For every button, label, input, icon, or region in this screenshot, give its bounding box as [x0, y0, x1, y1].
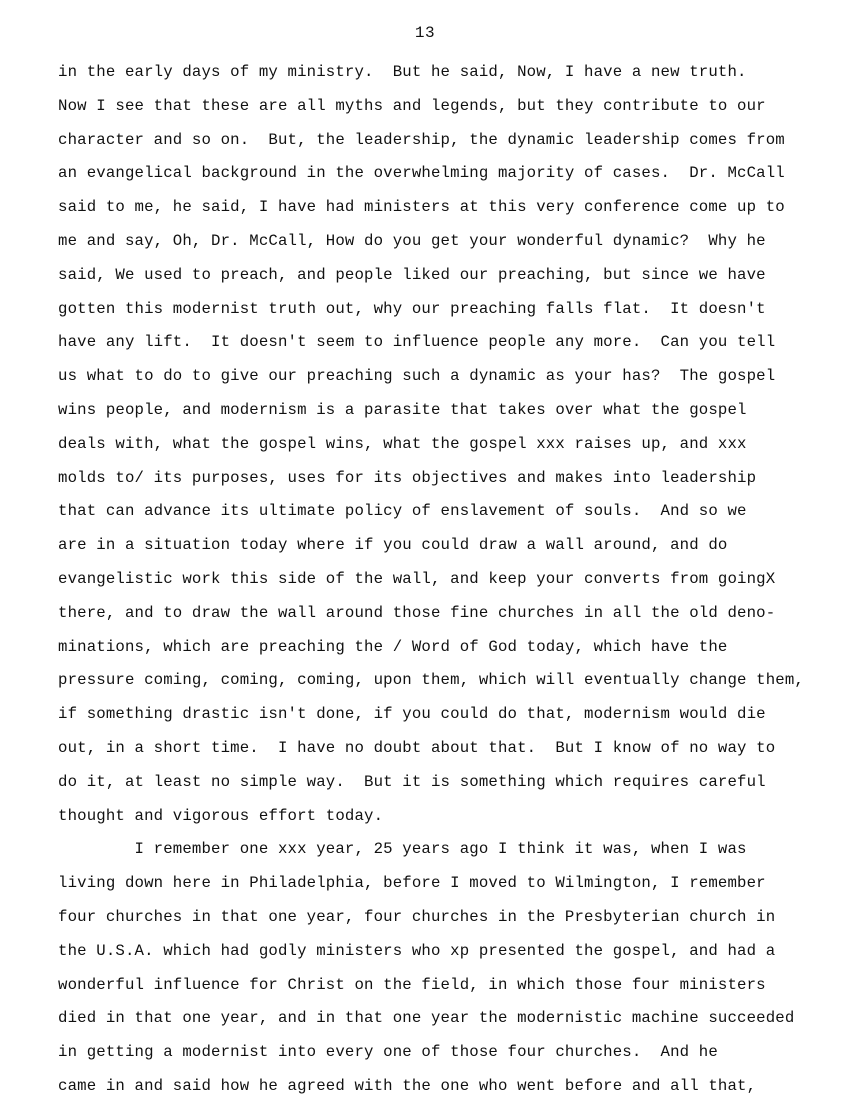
text-line: in getting a modernist into every one of those four churches. And he [58, 1043, 718, 1062]
text-line: thought and vigorous effort today. [58, 806, 384, 825]
text-line: died in that one year, and in that one year the modernistic machine succeeded [58, 1009, 795, 1028]
text-line: came in and said how he agreed with the one who went before and all that, [58, 1076, 757, 1095]
body-text [58, 56, 848, 1104]
text-line: wonderful influence for Christ on the field, in which those four ministers [58, 975, 766, 994]
text-line: character and so on. But, the leadership, the dynamic leadership comes from [58, 130, 785, 149]
text-line: pressure coming, coming, coming, upon them, which will eventually change them, [58, 671, 804, 690]
text-line: Now I see that these are all myths and legends, but they contribute to our [58, 96, 766, 115]
text-line: living down here in Philadelphia, before I moved to Wilmington, I remember [58, 874, 766, 893]
text-line: four churches in that one year, four churches in the Presbyterian church in [58, 907, 776, 926]
paragraph-2 [58, 833, 848, 1103]
text-line: said, We used to preach, and people liked our preaching, but since we have [58, 265, 766, 284]
text-line: deals with, what the gospel wins, what the gospel xxx raises up, and xxx [58, 434, 747, 453]
text-line: gotten this modernist truth out, why our preaching falls flat. It doesn't [58, 299, 766, 318]
text-line: are in a situation today where if you could draw a wall around, and do [58, 536, 728, 555]
text-line: wins people, and modernism is a parasite that takes over what the gospel [58, 400, 747, 419]
text-line: do it, at least no simple way. But it is something which requires careful [58, 772, 766, 791]
text-line: evangelistic work this side of the wall, and keep your converts from goingX [58, 569, 776, 588]
paragraph-1 [58, 56, 848, 833]
text-line: I remember one xxx year, 25 years ago I think it was, when I was [58, 840, 747, 859]
text-line: if something drastic isn't done, if you could do that, modernism would die [58, 705, 766, 724]
text-line: out, in a short time. I have no doubt about that. But I know of no way to [58, 738, 776, 757]
text-line: have any lift. It doesn't seem to influence people any more. Can you tell [58, 333, 776, 352]
text-line: there, and to draw the wall around those fine churches in all the old deno- [58, 603, 776, 622]
text-line: me and say, Oh, Dr. McCall, How do you get your wonderful dynamic? Why he [58, 231, 766, 250]
text-line: molds to/ its purposes, uses for its objectives and makes into leadership [58, 468, 757, 487]
text-line: said to me, he said, I have had ministers at this very conference come up to [58, 198, 785, 217]
text-line: the U.S.A. which had godly ministers who xp presented the gospel, and had a [58, 941, 776, 960]
text-line: us what to do to give our preaching such a dynamic as your has? The gospel [58, 367, 776, 386]
text-line: an evangelical background in the overwhelming majority of cases. Dr. McCall [58, 164, 785, 183]
page-number: 13 [414, 24, 436, 42]
text-line: minations, which are preaching the / Word of God today, which have the [58, 637, 728, 656]
text-line: in the early days of my ministry. But he said, Now, I have a new truth. [58, 63, 747, 81]
text-line: that can advance its ultimate policy of enslavement of souls. And so we [58, 502, 747, 521]
